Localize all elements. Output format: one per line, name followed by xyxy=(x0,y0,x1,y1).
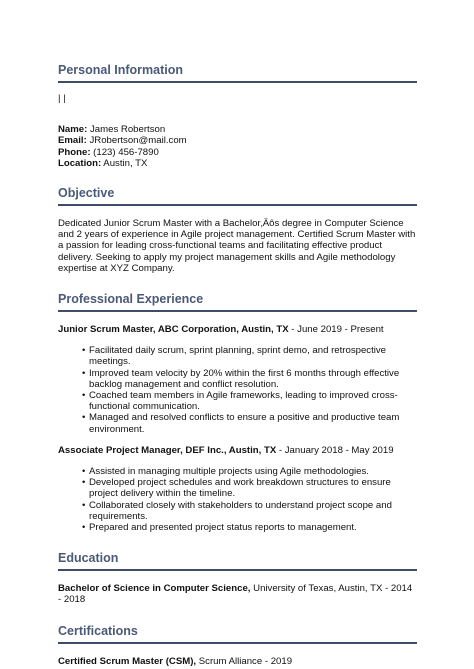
certifications-section xyxy=(58,623,416,667)
name-value: James Robertson xyxy=(87,124,166,136)
list-item: • Developed project schedules and work breakdown structures to ensure project delivery within the timeline. xyxy=(82,477,416,499)
section-heading-objective: Objective xyxy=(58,186,115,201)
contact-location-row xyxy=(58,158,416,169)
contact-details xyxy=(58,124,416,169)
objective-section xyxy=(58,185,416,274)
phone-value: (123) 456-7890 xyxy=(90,146,159,158)
section-divider xyxy=(58,204,417,206)
section-heading-professional-experience: Professional Experience xyxy=(58,292,204,307)
list-item: • Collaborated closely with stakeholders to understand project scope and requirements. xyxy=(82,500,416,522)
objective-text: Dedicated Junior Scrum Master with a Bachelor‚Äôs degree in Computer Science and 2 years of experience in Agile project management. Certified Scrum Master with a passion for leading cross-functional teams and facilitating effective product delivery. Seeking to apply my project management skills and Agile methodology expertise at XYZ Company. xyxy=(58,218,416,274)
section-heading-personal-information: Personal Information xyxy=(58,63,184,77)
list-item: • Improved team velocity by 20% within the first 6 months through effective backlog management and conflict resolution. xyxy=(82,368,416,390)
job-dates: - June 2019 - Present xyxy=(288,324,384,336)
section-heading-certifications: Certifications xyxy=(58,623,138,638)
location-label: Location: xyxy=(58,157,102,169)
certification-name: Certified Scrum Master (CSM), xyxy=(58,655,197,667)
list-item: • Prepared and presented project status reports to management. xyxy=(82,522,416,533)
name-label: Name: xyxy=(58,124,88,136)
list-item: • Assisted in managing multiple projects using Agile methodologies. xyxy=(82,466,416,477)
contact-email-row xyxy=(58,135,416,146)
education-section xyxy=(58,550,416,605)
job-bullet-list xyxy=(58,466,416,533)
job-title: Junior Scrum Master, ABC Corporation, Austin, TX xyxy=(58,324,289,336)
experience-section xyxy=(58,291,416,533)
job-dates: - January 2018 - May 2019 xyxy=(276,444,394,456)
job-bullet-list xyxy=(58,345,416,435)
job-title: Associate Project Manager, DEF Inc., Austin, TX xyxy=(58,444,277,456)
personal-info-section xyxy=(58,62,416,169)
contact-name-row xyxy=(58,124,416,135)
education-details: University of Texas, Austin, TX - 2014 - 2018 xyxy=(58,583,413,606)
email-label: Email: xyxy=(58,135,87,147)
job-heading xyxy=(58,445,416,456)
location-value: Austin, TX xyxy=(101,157,148,169)
section-divider xyxy=(58,310,417,312)
contact-phone-row xyxy=(58,147,416,158)
section-divider xyxy=(58,81,417,83)
section-heading-education: Education xyxy=(58,551,119,566)
list-item: • Managed and resolved conflicts to ensure a positive and productive team environment. xyxy=(82,412,416,434)
degree-name: Bachelor of Science in Computer Science, xyxy=(58,583,251,595)
contact-links-placeholder: | | xyxy=(58,93,66,104)
section-divider xyxy=(58,642,417,644)
phone-label: Phone: xyxy=(58,146,91,158)
list-item: • Facilitated daily scrum, sprint planning, sprint demo, and retrospective meetings. xyxy=(82,345,416,367)
section-divider xyxy=(58,569,417,571)
certification-entry xyxy=(58,656,416,667)
job-heading xyxy=(58,324,416,335)
email-value: JRobertson@mail.com xyxy=(86,135,187,147)
list-item: • Coached team members in Agile frameworks, leading to improved cross-functional communication. xyxy=(82,390,416,412)
certification-details: Scrum Alliance - 2019 xyxy=(196,655,293,667)
education-entry xyxy=(58,583,416,605)
